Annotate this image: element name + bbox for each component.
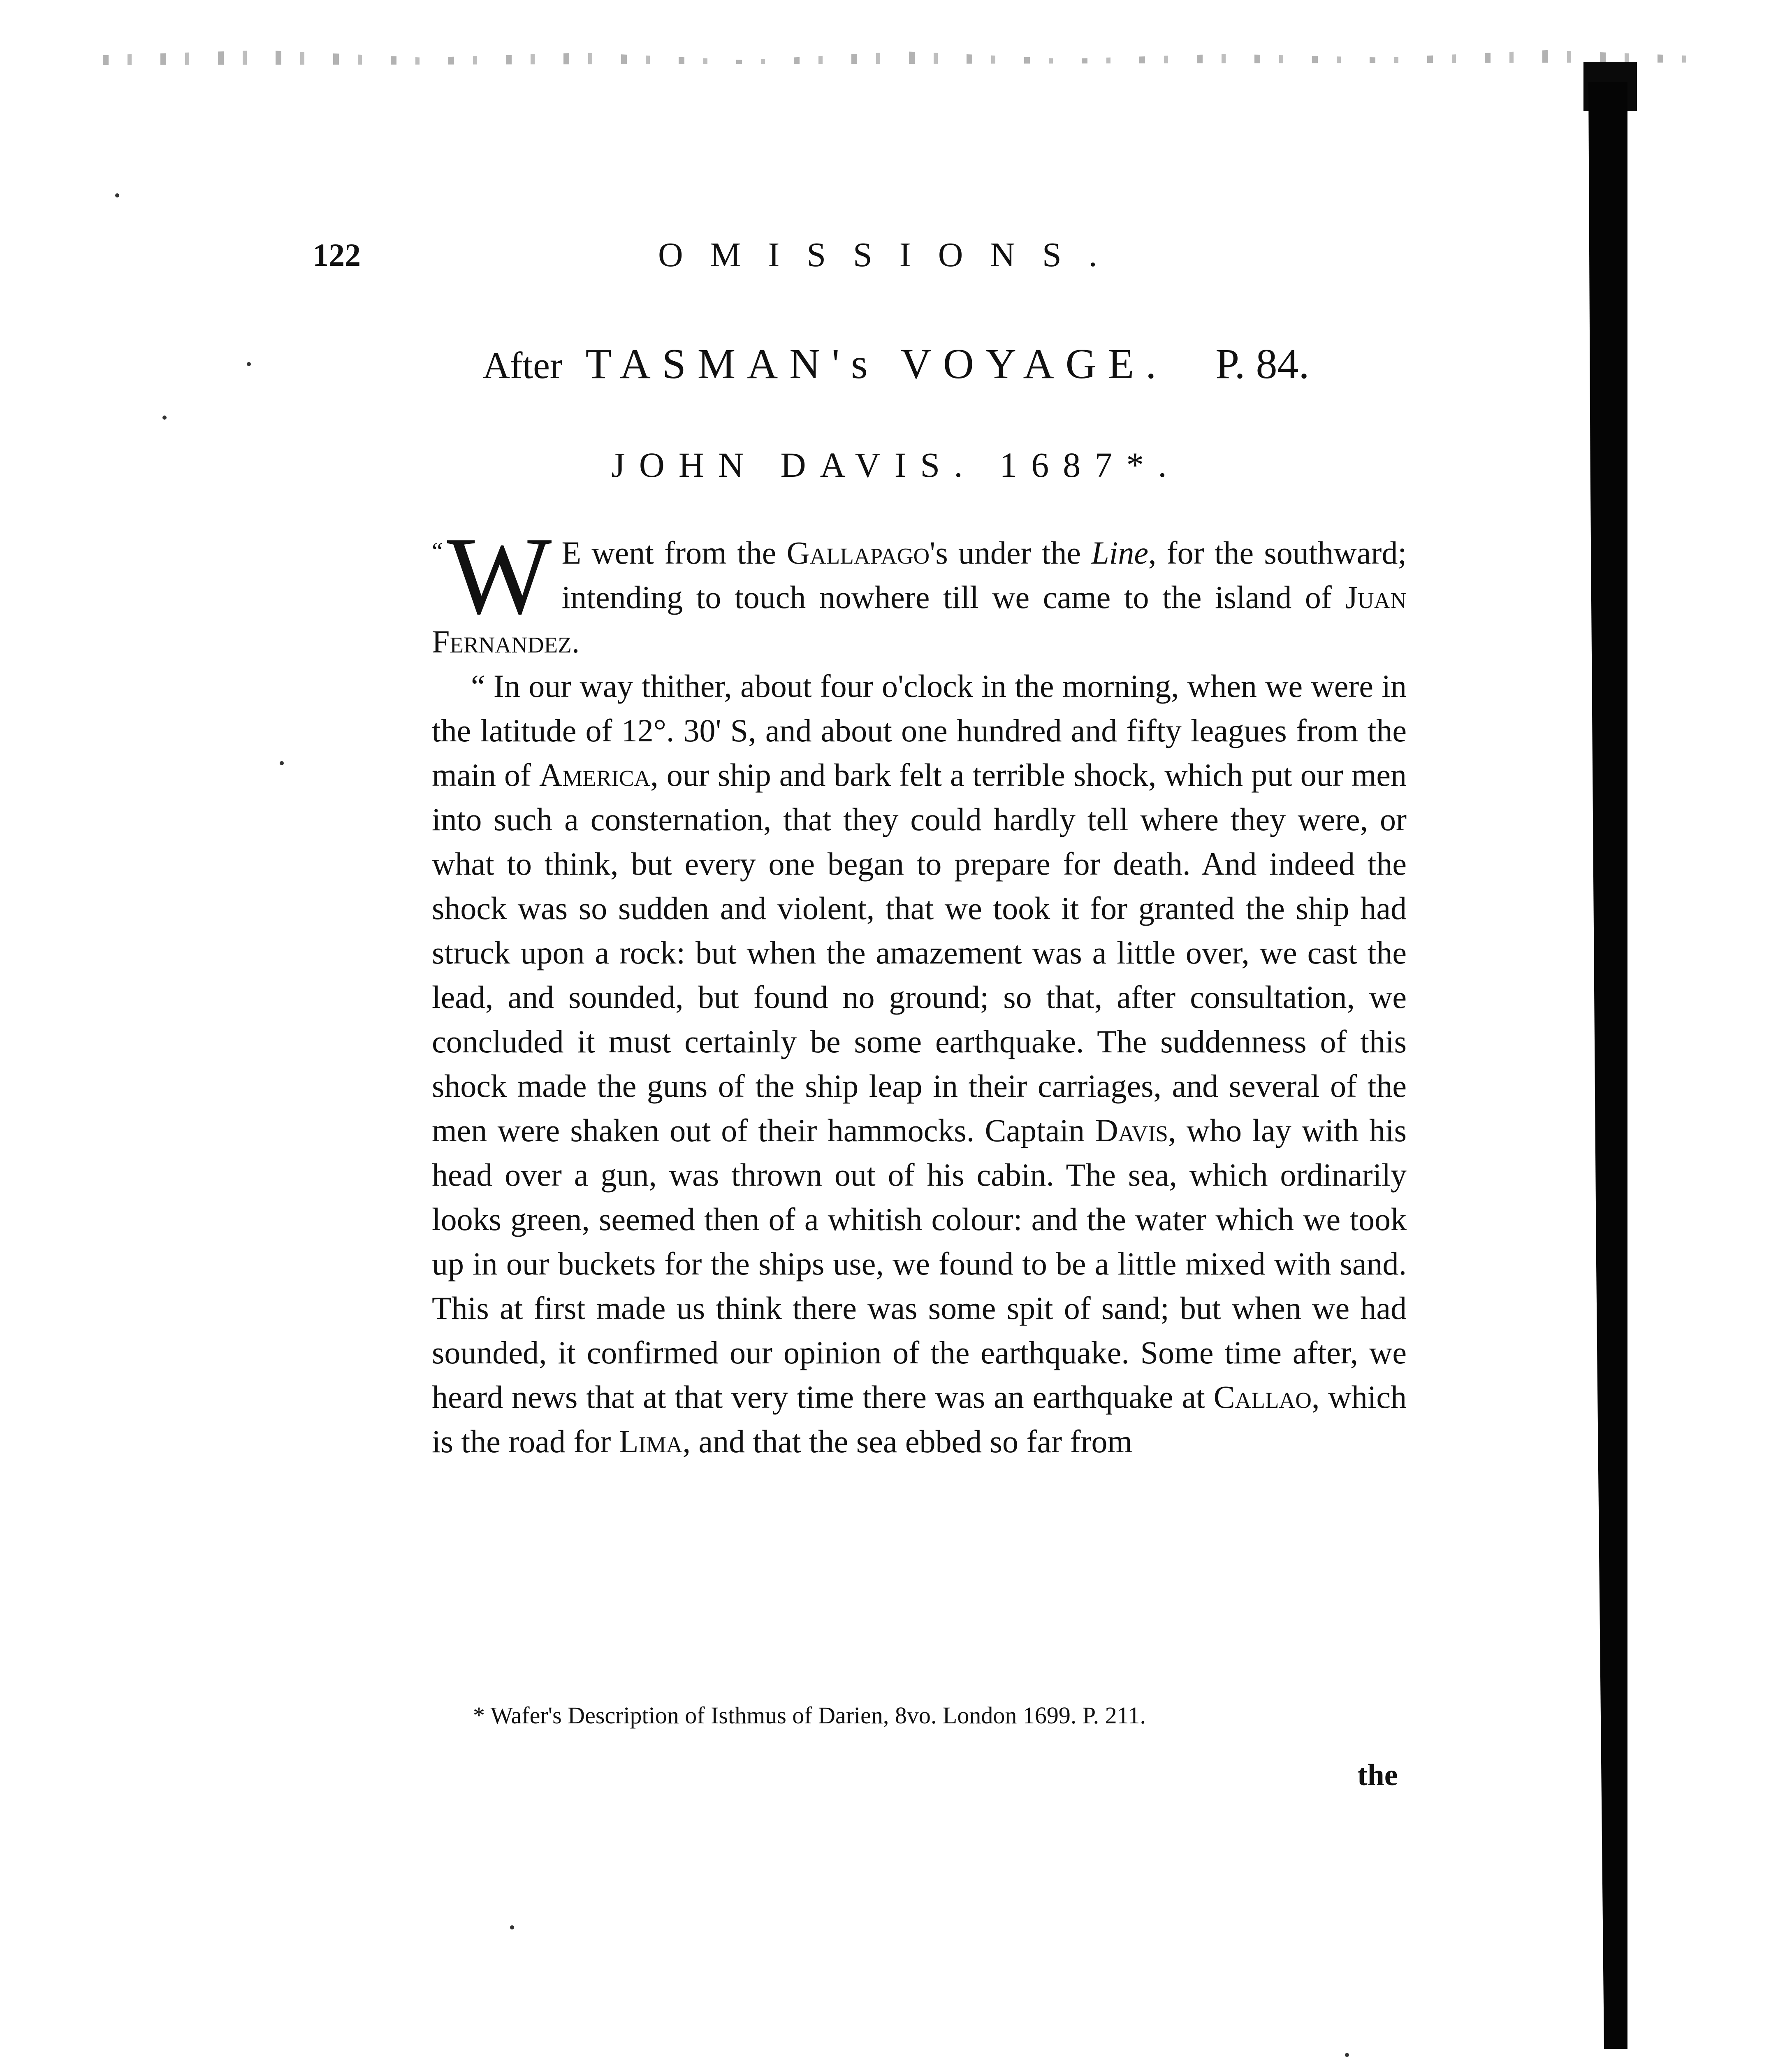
place-name: Juan Fernandez (432, 579, 1407, 659)
emphasis: Line (1091, 535, 1148, 571)
scan-speck (162, 416, 167, 420)
scan-edge-top (103, 45, 1707, 70)
body-text (432, 514, 1407, 1464)
paragraph-text: , our ship and bark felt a terrible shock, which put our men into such a consternation, that they could hardly tell where they were, or what to think, but every one began to prepare for death. And indeed the shock was so sudden and violent, that we took it for granted the ship had struck upon a rock: but when the amazement was a little over, we cast the lead, and sounded, but found no ground; so that, after consultation, we concluded it must certainly be some earthquake. The suddenness of this shock made the guns of the ship leap in their carriages, and several of the men were shaken out of their hammocks. Captain (432, 757, 1407, 1148)
drop-cap: W (447, 514, 552, 637)
page-number: 122 (313, 237, 361, 273)
section-title (0, 333, 1792, 396)
scan-speck (1345, 2053, 1349, 2057)
place-name: Lima (619, 1423, 683, 1459)
section-title-after: After (482, 344, 563, 386)
footnote: * Wafer's Description of Isthmus of Darien, 8vo. London 1699. P. 211. (473, 1702, 1146, 1729)
paragraph-text: 's under the (930, 535, 1092, 571)
section-title-ref: P. 84. (1215, 340, 1310, 388)
running-head: OMISSIONS. (658, 236, 1124, 274)
paragraph-text: , for the southward; intending to touch nowhere till we came to the island of (561, 535, 1407, 615)
place-name: America (539, 757, 651, 793)
paragraph-text: E went from the (561, 535, 787, 571)
page-header (0, 230, 1792, 280)
section-title-name: TASMAN's VOYAGE. (585, 340, 1168, 388)
scan-speck (280, 761, 284, 765)
person-name: Davis (1095, 1112, 1168, 1148)
place-name: Gallapago (786, 535, 930, 571)
paragraph (432, 514, 1407, 664)
paragraph (432, 664, 1407, 1464)
paragraph-text: “ In our way thither, about four o'clock in the morning, when we were in the latitude of 12°. 30' S, and about one hundred and fifty leagues from the main of (432, 668, 1407, 793)
place-name: Callao (1213, 1379, 1312, 1415)
paragraph-text: , which is the road for (432, 1379, 1407, 1459)
scan-speck (510, 1925, 514, 1929)
paragraph-text: , and that the sea ebbed so far from (682, 1423, 1133, 1459)
section-subtitle: JOHN DAVIS. 1687*. (611, 445, 1181, 485)
catchword: the (1357, 1758, 1398, 1792)
paragraph-text: . (571, 624, 580, 659)
opening-quote: “ (432, 538, 443, 565)
scan-speck (115, 193, 119, 197)
paragraph-text: , who lay with his head over a gun, was thrown out of his cabin. The sea, which ordinarily looks green, seemed then of a whitish colour: and the water which we took up in our buckets for the ships use, we found to be a little mixed with sand. This at first made us think there was some spit of sand; but when we had sounded, it confirmed our opinion of the earthquake. Some time after, we heard news that at that very time there was an earthquake at (432, 1112, 1407, 1415)
